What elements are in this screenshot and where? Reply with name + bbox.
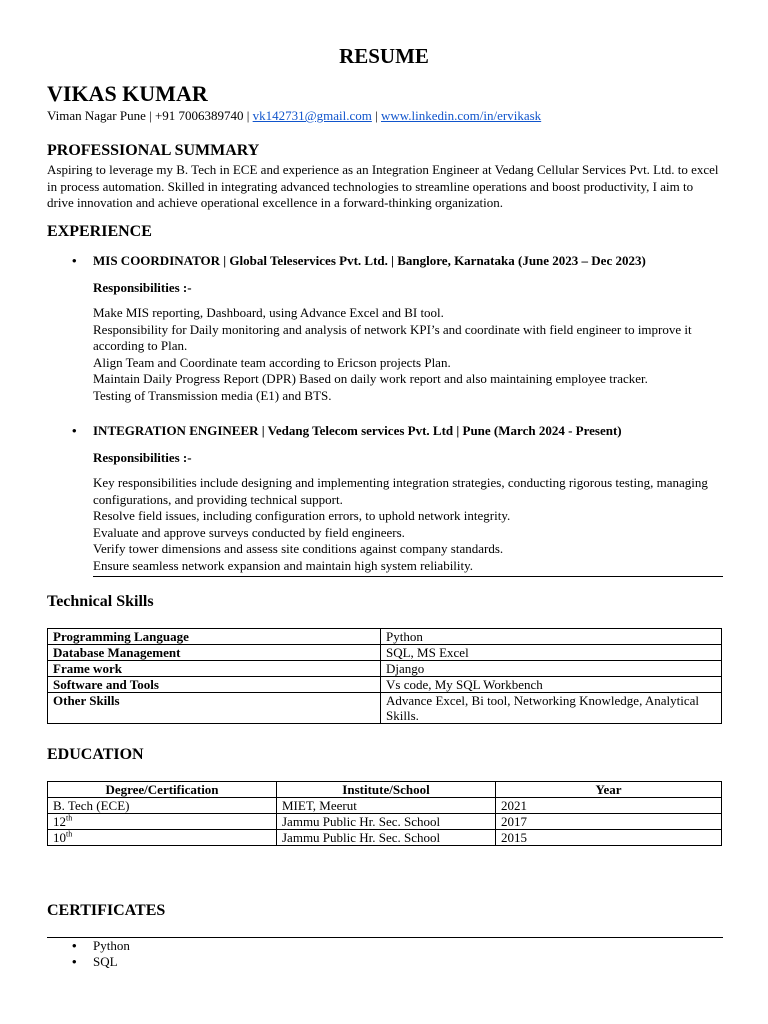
job-title-2	[72, 423, 622, 439]
skill-key: Software and Tools	[48, 677, 381, 693]
summary-heading: PROFESSIONAL SUMMARY	[47, 142, 260, 159]
page-title: RESUME	[339, 44, 429, 68]
table-row	[48, 830, 722, 846]
school-cell: Jammu Public Hr. Sec. School	[277, 814, 496, 830]
responsibilities-list-2	[93, 475, 723, 575]
column-header-year: Year	[496, 782, 722, 798]
contact-line	[47, 108, 541, 124]
table-row	[48, 798, 722, 814]
skills-heading: Technical Skills	[47, 593, 154, 610]
certificate-name: SQL	[93, 954, 118, 969]
section-divider	[47, 937, 723, 938]
degree-cell	[48, 798, 277, 814]
education-table	[47, 781, 722, 846]
list-item: Make MIS reporting, Dashboard, using Advance Excel and BI tool.	[93, 305, 444, 320]
list-item: Align Team and Coordinate team according to Ericson projects Plan.	[93, 354, 451, 370]
bullet-icon: •	[72, 954, 77, 969]
skill-value: Vs code, My SQL Workbench	[381, 677, 722, 693]
year-cell: 2021	[496, 798, 722, 814]
list-item: Key responsibilities include designing and implementing integration strategies, conducting rigorous testing, managing configurations, and providing technical support.	[93, 475, 708, 507]
list-item: Responsibility for Daily monitoring and analysis of network KPI’s and coordinate with field engineer to improve it according to Plan.	[93, 321, 692, 354]
skill-value: Django	[381, 661, 722, 677]
responsibilities-list-1	[93, 305, 723, 405]
contact-separator: |	[371, 108, 381, 123]
email-link[interactable]: vk142731@gmail.com	[252, 108, 372, 123]
degree-cell	[48, 830, 277, 846]
bullet-icon: •	[72, 253, 77, 268]
candidate-name: VIKAS KUMAR	[47, 81, 208, 106]
degree-text: 10	[53, 830, 66, 845]
school-cell: Jammu Public Hr. Sec. School	[277, 830, 496, 846]
experience-heading: EXPERIENCE	[47, 223, 152, 240]
degree-text: B. Tech (ECE)	[53, 798, 130, 813]
list-item	[72, 954, 118, 970]
skill-key: Database Management	[48, 645, 381, 661]
job-title-text: INTEGRATION ENGINEER | Vedang Telecom services Pvt. Ltd | Pune (March 2024 - Present)	[93, 423, 622, 438]
column-header-degree: Degree/Certification	[48, 782, 277, 798]
year-cell: 2015	[496, 830, 722, 846]
skill-value: SQL, MS Excel	[381, 645, 722, 661]
list-item	[72, 938, 130, 954]
job-title-1	[72, 253, 646, 269]
contact-location-phone: Viman Nagar Pune | +91 7006389740 |	[47, 108, 253, 123]
skill-key: Programming Language	[48, 629, 381, 645]
skill-key: Other Skills	[48, 693, 381, 724]
section-divider	[93, 576, 723, 577]
summary-text: Aspiring to leverage my B. Tech in ECE and experience as an Integration Engineer at Vedang Cellular Services Pvt. Ltd. to excel in process automation. Skilled in integrating advanced technologies to streamline operations and boost productivity, I aim to drive innovation and achieve operational excellence in a forward-thinking organization.	[47, 162, 719, 211]
list-item: Maintain Daily Progress Report (DPR) Based on daily work report and also maintaining employee tracker.	[93, 371, 648, 387]
list-item: Ensure seamless network expansion and maintain high system reliability.	[93, 557, 474, 573]
skills-table	[47, 628, 722, 724]
list-item: Verify tower dimensions and assess site conditions against company standards.	[93, 541, 504, 557]
column-header-institute: Institute/School	[277, 782, 496, 798]
bullet-icon: •	[72, 423, 77, 438]
degree-superscript: th	[66, 813, 73, 823]
table-row	[48, 629, 722, 645]
table-row	[48, 661, 722, 677]
list-item: Resolve field issues, including configuration errors, to uphold network integrity.	[93, 508, 511, 524]
list-item: Evaluate and approve surveys conducted by field engineers.	[93, 524, 405, 540]
skill-value: Advance Excel, Bi tool, Networking Knowledge, Analytical Skills.	[381, 693, 722, 724]
responsibilities-label-2: Responsibilities :-	[93, 450, 192, 465]
responsibilities-label-1: Responsibilities :-	[93, 280, 192, 295]
table-row	[48, 645, 722, 661]
job-title-text: MIS COORDINATOR | Global Teleservices Pvt. Ltd. | Banglore, Karnataka (June 2023 – Dec 2023)	[93, 253, 646, 268]
skill-value: Python	[381, 629, 722, 645]
bullet-icon: •	[72, 938, 77, 953]
degree-cell	[48, 814, 277, 830]
table-row	[48, 677, 722, 693]
table-row	[48, 814, 722, 830]
certificate-name: Python	[93, 938, 130, 953]
degree-superscript: th	[66, 829, 73, 839]
list-item: Testing of Transmission media (E1) and BTS.	[93, 387, 332, 403]
table-header-row	[48, 782, 722, 798]
linkedin-link[interactable]: www.linkedin.com/in/ervikask	[380, 108, 542, 123]
degree-text: 12	[53, 814, 66, 829]
education-heading: EDUCATION	[47, 746, 144, 763]
table-row	[48, 693, 722, 724]
certificates-heading: CERTIFICATES	[47, 902, 166, 919]
year-cell: 2017	[496, 814, 722, 830]
skill-key: Frame work	[48, 661, 381, 677]
school-cell: MIET, Meerut	[277, 798, 496, 814]
